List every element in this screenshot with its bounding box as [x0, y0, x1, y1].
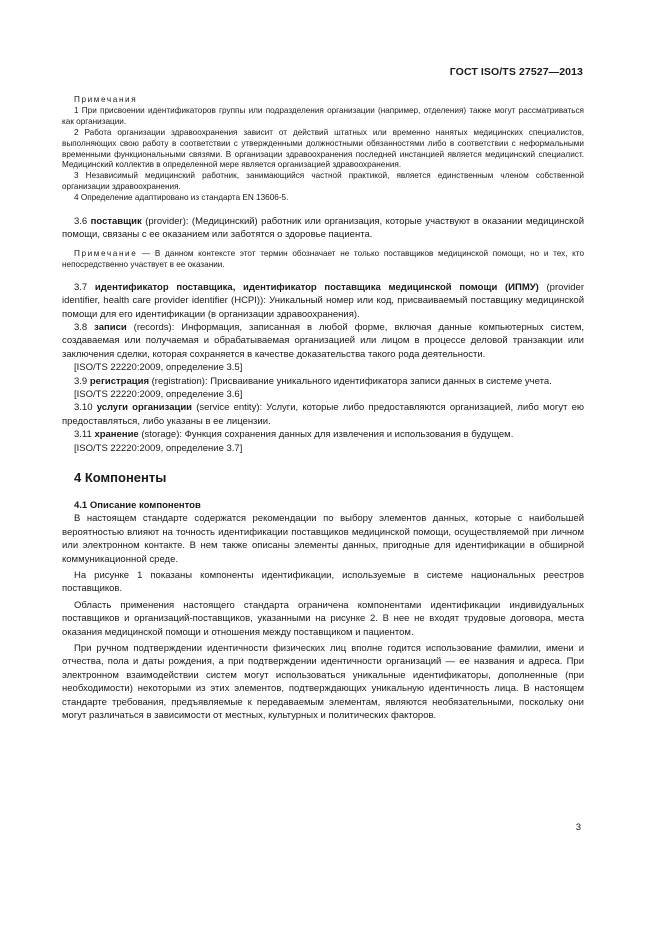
note-3: 3 Независимый медицинский работник, занимающийся частной практикой, является единственным членом собственной организации здравоохранения.	[62, 171, 584, 192]
definition-3-11	[62, 428, 584, 441]
definition-text: (records): Информация, записанная в любой форме, включая данные компьютерных систем, создаваемая или получаемая и обрабатываемая организацией или лицом в процессе деловой транзакции или заключения сделки, которая сохраняется в качестве доказательства такого рода деятельности.	[62, 321, 584, 360]
subsection-4-1-title: 4.1 Описание компонентов	[74, 499, 201, 511]
definition-term: услуги организации	[96, 402, 193, 414]
definition-text: (registration): Присваивание уникального идентификатора записи данных в системе учета.	[149, 375, 552, 387]
note-3-6	[62, 249, 584, 271]
note-2: 2 Работа организации здравоохранения зависит от действий штатных или временно нанятых медицинских специалистов, выполняющих свою работу в соответствии с утвержденными должностными обязанностями либо в соответствии с неформальными временными функциональными связями. В организации здравоохранения последней инстанцией является медицинский специалист. Медицинский коллектив в определенной мере является организацией здравоохранения.	[62, 127, 584, 170]
reference-3-9: [ISO/TS 22220:2009, определение 3.6]	[74, 388, 243, 400]
section-4-paragraph-2: На рисунке 1 показаны компоненты идентификации, используемые в системе национальных реестров поставщиков.	[62, 570, 584, 595]
section-4-paragraph-4: При ручном подтверждении идентичности физических лиц вполне годится использование фамилии, имени и отчества, пола и даты рождения, а при подтверждении идентичности организаций — ее названия и адреса. При электронном взаимодействии систем могут использоваться уникальные идентификаторы, дополненные (при необходимости) некоторыми из этих элементов, подтверждающих уникальную идентичность лица. В настоящем стандарте требования, предъявляемые к передаваемым элементам, являются необязательными, поскольку они могут различаться в зависимости от местных, культурных и политических факторов.	[62, 643, 584, 722]
definition-text: (service entity): Услуги, которые либо предоставляются организацией, либо могут ею предоставляться, либо указаны в ее лицензии.	[62, 402, 585, 427]
section-4-paragraph-1: В настоящем стандарте содержатся рекомендации по выбору элементов данных, которые с наибольшей вероятностью влияют на точность идентификации поставщиков медицинской помощи, осуществляемой при личном или электронном контакте. В нем также описаны элементы данных, пригодные для идентификации в обширной коммуникационной среде.	[62, 513, 584, 565]
definition-text: (provider identifier, health care provider identifier (HCPI)): Уникальный номер или код, присваиваемый поставщику медицинской помощи для его идентификации (в организации здравоохранения).	[62, 281, 585, 320]
definition-number: 3.9	[74, 375, 88, 387]
definition-3-10	[62, 401, 584, 428]
definition-number: 3.8	[74, 321, 88, 333]
section-4-title: 4 Компоненты	[74, 469, 167, 485]
note-1: 1 При присвоении идентификаторов группы или подразделения организации (например, отделения) также могут рассматриваться как организации.	[62, 105, 584, 126]
document-header: ГОСТ ISO/TS 27527—2013	[449, 66, 583, 78]
definition-term: регистрация	[89, 375, 149, 387]
definition-3-8	[62, 321, 584, 361]
note-text: — В данном контексте этот термин обозначает не только поставщиков медицинской помощи, но и тех, кто непосредственно участвует в ее оказании.	[62, 248, 584, 269]
note-label: Примечание	[74, 248, 138, 258]
definition-number: 3.6	[74, 216, 88, 228]
definition-3-7	[62, 281, 584, 321]
definition-3-9	[62, 375, 584, 388]
notes-heading: Примечания	[74, 95, 138, 104]
definition-term: идентификатор поставщика, идентификатор поставщика медицинской помощи (ИПМУ)	[94, 281, 539, 293]
note-4: 4 Определение адаптировано из стандарта EN 13606-5.	[74, 193, 289, 203]
definition-number: 3.10	[74, 402, 93, 414]
definition-number: 3.7	[74, 281, 88, 293]
definition-term: записи	[94, 321, 127, 333]
section-4-paragraph-3: Область применения настоящего стандарта ограничена компонентами идентификации индивидуальных поставщиков и организаций-поставщиков, указанными на рисунке 2. В нее не входят трудовые договора, места оказания медицинской помощи и отношения между поставщиком и пациентом.	[62, 599, 584, 638]
definition-term: хранение	[94, 429, 139, 441]
definition-text: (storage): Функция сохранения данных для извлечения и использования в будущем.	[138, 429, 514, 441]
definition-number: 3.11	[74, 429, 92, 441]
definition-3-6	[62, 215, 584, 242]
page-content	[62, 95, 584, 722]
reference-3-11: [ISO/TS 22220:2009, определение 3.7]	[74, 442, 243, 454]
page-number: 3	[575, 822, 581, 833]
definition-term: поставщик	[90, 216, 142, 228]
definition-text: (provider): (Медицинский) работник или организация, которые участвуют в оказании медицинской помощи, связаны с ее оказанием или заботятся о здоровье пациента.	[62, 216, 584, 241]
reference-3-8: [ISO/TS 22220:2009, определение 3.5]	[74, 362, 243, 374]
